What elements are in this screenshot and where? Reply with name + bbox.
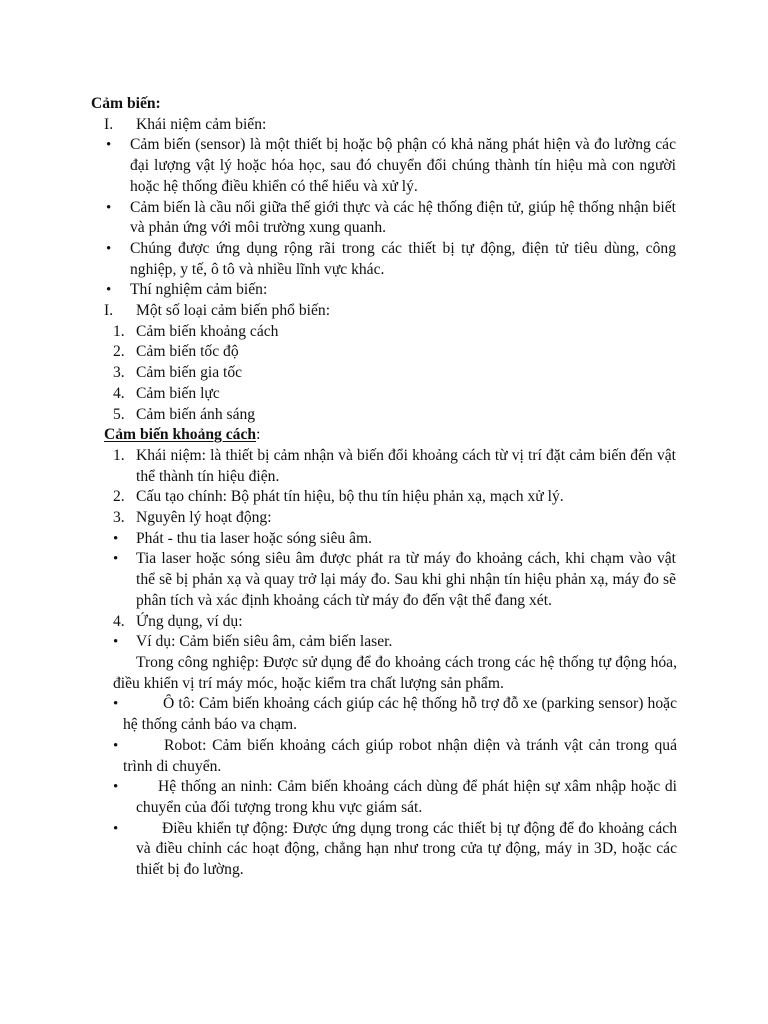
numbered-item [0, 363, 768, 384]
list-item [0, 198, 768, 239]
numbered-item-text: Cảm biến khoảng cách [136, 322, 279, 340]
numbered-item-text: Khái niệm: là thiết bị cảm nhận và biến đổi khoảng cách từ vị trí đặt cảm biến đến vật thể thành tín hiệu điện. [136, 446, 676, 485]
bullet-marker: • [113, 634, 119, 651]
numbered-item-text: Cảm biến gia tốc [136, 364, 243, 382]
bullet-marker: • [113, 530, 119, 547]
number-marker: 4. [113, 612, 125, 630]
section-2-heading [0, 301, 768, 322]
list-item [0, 135, 768, 197]
application-text: Hệ thống an ninh: Cảm biến khoảng cách dùng để phát hiện sự xâm nhập hoặc di chuyển của đối tượng trong khu vực giám sát. [136, 778, 677, 816]
numbered-item-text: Cảm biến lực [136, 384, 220, 402]
bullet-marker: • [113, 551, 119, 568]
number-marker: 2. [113, 343, 125, 361]
application-text: Robot: Cảm biến khoảng cách giúp robot nhận diện và tránh vật cản trong quá trình di chuyển. [123, 736, 677, 775]
numbered-item-text: Cấu tạo chính: Bộ phát tín hiệu, bộ thu tín hiệu phản xạ, mạch xử lý. [136, 488, 564, 506]
heading-text: Khái niệm cảm biến: [136, 115, 267, 133]
list-item-text: Chúng được ứng dụng rộng rãi trong các thiết bị tự động, điện tử tiêu dùng, công nghiệp, y tế, ô tô và nhiều lĩnh vực khác. [130, 239, 676, 278]
list-item-text: Cảm biến (sensor) là một thiết bị hoặc bộ phận có khả năng phát hiện và đo lường các đại lượng vật lý hoặc hóa học, sau đó chuyển đổi chúng thành tín hiệu mà con người hoặc hệ thống điều khiển có thể hiểu và xử lý. [130, 136, 676, 195]
application-item [0, 736, 768, 777]
bullet-marker: • [113, 820, 119, 837]
numbered-item-text: Cảm biến ánh sáng [136, 405, 256, 423]
heading-text: Một số loại cảm biến phổ biến: [136, 302, 331, 320]
numbered-item [0, 384, 768, 405]
heading-text: Cảm biến khoảng cách [104, 426, 257, 444]
title-text: Cảm biến: [91, 95, 161, 112]
application-item [0, 819, 768, 881]
numbered-item-text: Cảm biến tốc độ [136, 343, 239, 361]
bullet-marker: • [106, 282, 112, 299]
list-item [0, 632, 768, 653]
bullet-marker: • [113, 779, 119, 796]
roman-marker: I. [104, 115, 114, 133]
bullet-marker: • [113, 737, 119, 754]
application-item [0, 777, 768, 818]
number-marker: 2. [113, 488, 125, 506]
section-1-heading [0, 115, 768, 136]
list-item [0, 529, 768, 550]
bullet-marker: • [106, 199, 112, 216]
list-item-text: Tia laser hoặc sóng siêu âm được phát ra từ máy đo khoảng cách, khi chạm vào vật thể sẽ bị phản xạ và quay trở lại máy đo. Sau khi ghi nhận tín hiệu phản xạ, máy đo sẽ phân tích và xác định khoảng cách từ máy đo đến vật thể đang xét. [136, 550, 676, 609]
number-marker: 5. [113, 405, 125, 423]
application-item [0, 694, 768, 735]
numbered-item [0, 487, 768, 508]
bullet-marker: • [113, 696, 119, 713]
paragraph-text: Trong công nghiệp: Được sử dụng để đo khoảng cách trong các hệ thống tự động hóa, điều khiển vị trí máy móc, hoặc kiểm tra chất lượng sản phẩm. [113, 653, 677, 692]
bullet-marker: • [106, 137, 112, 154]
list-item-text: Ví dụ: Cảm biến siêu âm, cảm biến laser. [136, 633, 393, 651]
list-item-text: Cảm biến là cầu nối giữa thế giới thực và các hệ thống điện tử, giúp hệ thống nhận biết và phản ứng với môi trường xung quanh. [130, 198, 676, 237]
section-3-heading [0, 425, 768, 446]
list-item-text: Thí nghiệm cảm biến: [130, 281, 268, 299]
numbered-item [0, 612, 768, 633]
numbered-item [0, 446, 768, 487]
bullet-marker: • [106, 240, 112, 257]
numbered-item-text: Nguyên lý hoạt động: [136, 509, 272, 527]
numbered-item [0, 508, 768, 529]
list-item [0, 549, 768, 611]
number-marker: 3. [113, 364, 125, 382]
number-marker: 1. [113, 322, 125, 340]
numbered-item [0, 405, 768, 426]
number-marker: 1. [113, 446, 125, 464]
numbered-item [0, 322, 768, 343]
number-marker: 4. [113, 384, 125, 402]
roman-marker: I. [104, 302, 114, 320]
application-text: Điều khiển tự động: Được ứng dụng trong các thiết bị tự động để đo khoảng cách và điều chỉnh các hoạt động, chẳng hạn như trong cửa tự động, máy in 3D, hoặc các thiết bị đo lường. [136, 819, 677, 879]
document-title [0, 94, 768, 115]
numbered-item-text: Ứng dụng, ví dụ: [136, 612, 243, 630]
list-item [0, 280, 768, 301]
numbered-item [0, 342, 768, 363]
list-item [0, 239, 768, 280]
heading-colon: : [256, 426, 261, 444]
document-body [0, 94, 768, 881]
number-marker: 3. [113, 509, 125, 527]
industry-paragraph [0, 653, 768, 694]
application-text: Ô tô: Cảm biến khoảng cách giúp các hệ thống hỗ trợ đỗ xe (parking sensor) hoặc hệ thống cảnh báo va chạm. [123, 695, 677, 734]
list-item-text: Phát - thu tia laser hoặc sóng siêu âm. [136, 529, 373, 547]
